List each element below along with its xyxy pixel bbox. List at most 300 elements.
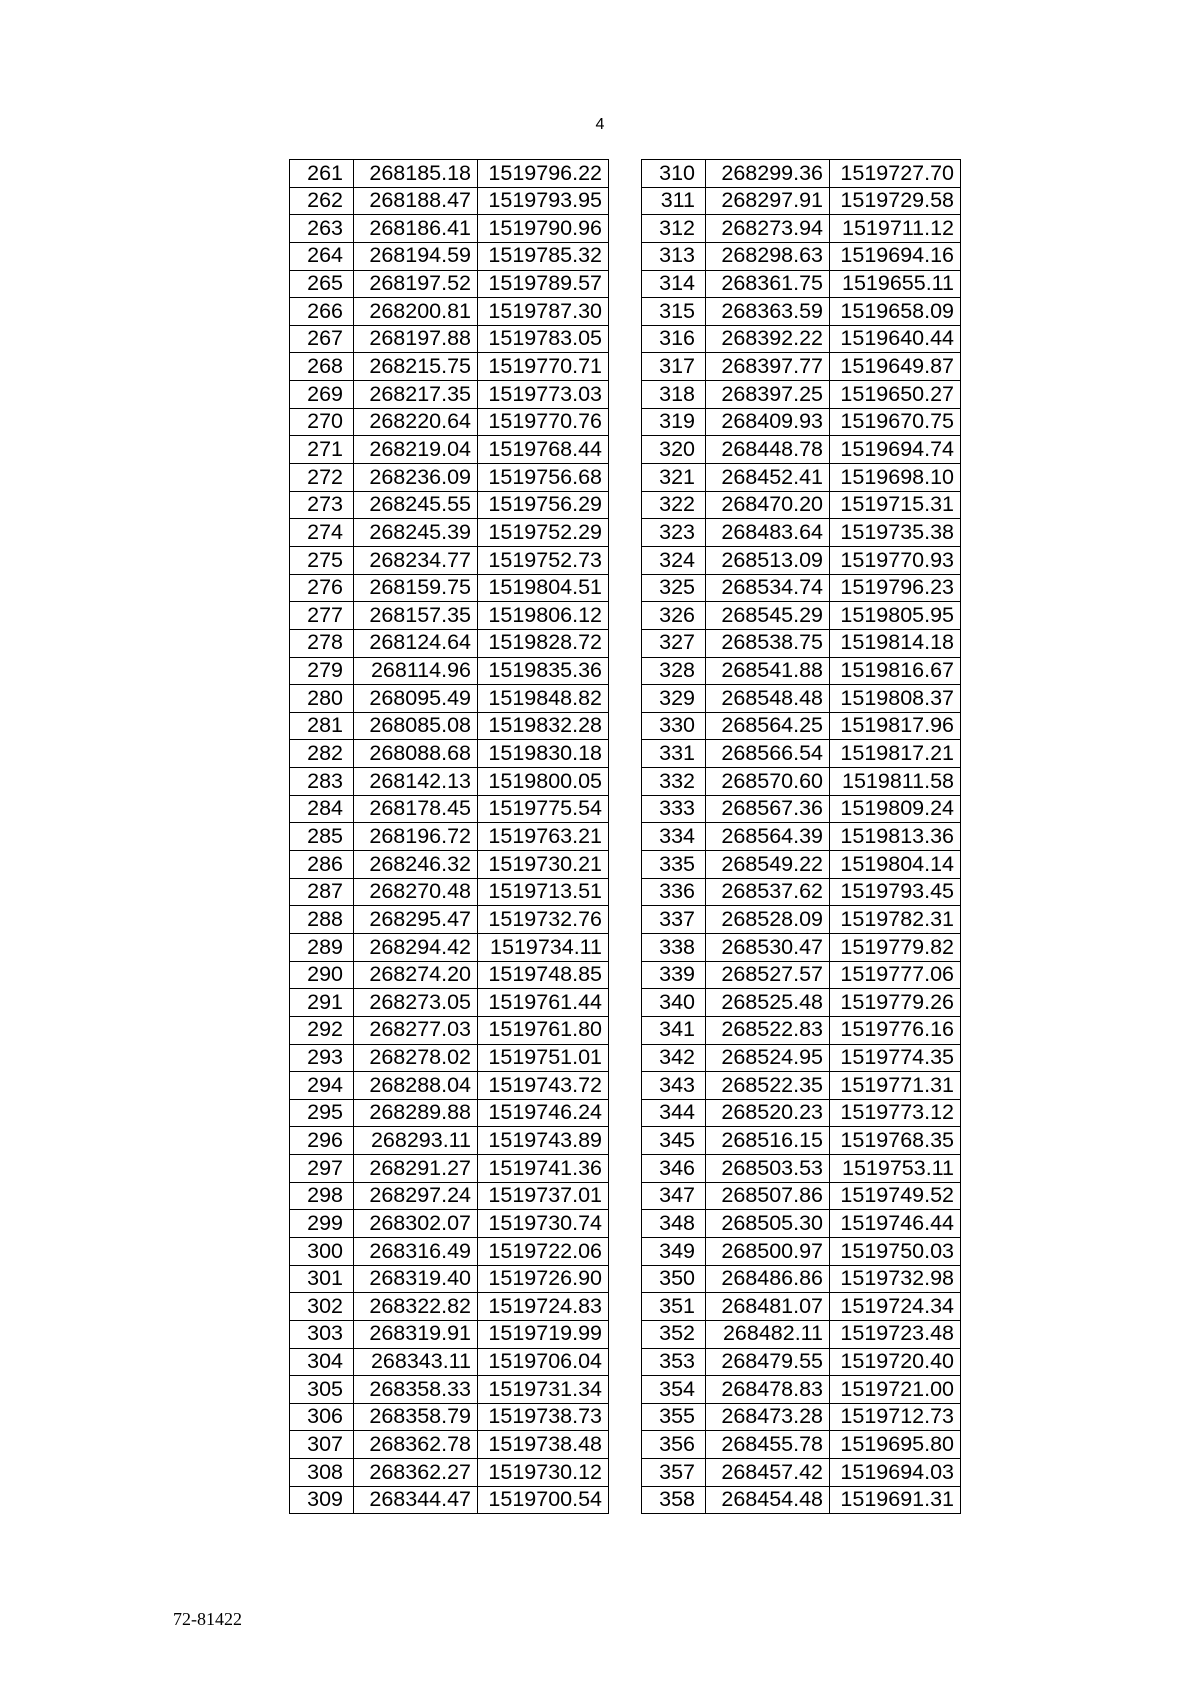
point-number-cell: 305: [290, 1376, 354, 1404]
point-number-cell: 274: [290, 519, 354, 547]
x-coordinate-cell: 268525.48: [706, 989, 830, 1017]
point-number-cell: 280: [290, 685, 354, 713]
y-coordinate-cell: 1519773.12: [830, 1099, 961, 1127]
table-row: [290, 408, 609, 436]
point-number-cell: 271: [290, 436, 354, 464]
y-coordinate-cell: 1519691.31: [830, 1486, 961, 1514]
table-row: [290, 546, 609, 574]
y-coordinate-cell: 1519731.34: [478, 1376, 609, 1404]
point-number-cell: 330: [642, 712, 706, 740]
y-coordinate-cell: 1519787.30: [478, 298, 609, 326]
table-row: [290, 795, 609, 823]
x-coordinate-cell: 268549.22: [706, 851, 830, 879]
table-row: [642, 685, 961, 713]
x-coordinate-cell: 268219.04: [354, 436, 478, 464]
point-number-cell: 276: [290, 574, 354, 602]
coordinate-table-body: [642, 160, 961, 1514]
table-row: [642, 657, 961, 685]
table-row: [642, 353, 961, 381]
point-number-cell: 314: [642, 270, 706, 298]
y-coordinate-cell: 1519738.73: [478, 1403, 609, 1431]
x-coordinate-cell: 268537.62: [706, 878, 830, 906]
table-row: [290, 1044, 609, 1072]
x-coordinate-cell: 268362.27: [354, 1459, 478, 1487]
x-coordinate-cell: 268455.78: [706, 1431, 830, 1459]
x-coordinate-cell: 268289.88: [354, 1099, 478, 1127]
y-coordinate-cell: 1519737.01: [478, 1182, 609, 1210]
point-number-cell: 347: [642, 1182, 706, 1210]
x-coordinate-cell: 268197.52: [354, 270, 478, 298]
x-coordinate-cell: 268142.13: [354, 768, 478, 796]
y-coordinate-cell: 1519713.51: [478, 878, 609, 906]
y-coordinate-cell: 1519732.98: [830, 1265, 961, 1293]
y-coordinate-cell: 1519694.03: [830, 1459, 961, 1487]
x-coordinate-cell: 268564.39: [706, 823, 830, 851]
x-coordinate-cell: 268500.97: [706, 1237, 830, 1265]
point-number-cell: 351: [642, 1293, 706, 1321]
point-number-cell: 275: [290, 546, 354, 574]
table-row: [290, 712, 609, 740]
y-coordinate-cell: 1519753.11: [830, 1155, 961, 1183]
x-coordinate-cell: 268361.75: [706, 270, 830, 298]
point-number-cell: 282: [290, 740, 354, 768]
y-coordinate-cell: 1519694.16: [830, 242, 961, 270]
point-number-cell: 285: [290, 823, 354, 851]
point-number-cell: 284: [290, 795, 354, 823]
point-number-cell: 322: [642, 491, 706, 519]
y-coordinate-cell: 1519726.90: [478, 1265, 609, 1293]
y-coordinate-cell: 1519749.52: [830, 1182, 961, 1210]
point-number-cell: 287: [290, 878, 354, 906]
y-coordinate-cell: 1519700.54: [478, 1486, 609, 1514]
point-number-cell: 303: [290, 1320, 354, 1348]
point-number-cell: 269: [290, 381, 354, 409]
x-coordinate-cell: 268095.49: [354, 685, 478, 713]
point-number-cell: 352: [642, 1320, 706, 1348]
table-row: [290, 851, 609, 879]
y-coordinate-cell: 1519789.57: [478, 270, 609, 298]
x-coordinate-cell: 268545.29: [706, 602, 830, 630]
x-coordinate-cell: 268294.42: [354, 933, 478, 961]
x-coordinate-cell: 268085.08: [354, 712, 478, 740]
x-coordinate-cell: 268530.47: [706, 933, 830, 961]
table-row: [642, 878, 961, 906]
point-number-cell: 318: [642, 381, 706, 409]
y-coordinate-cell: 1519809.24: [830, 795, 961, 823]
y-coordinate-cell: 1519761.80: [478, 1016, 609, 1044]
point-number-cell: 339: [642, 961, 706, 989]
y-coordinate-cell: 1519746.24: [478, 1099, 609, 1127]
point-number-cell: 331: [642, 740, 706, 768]
y-coordinate-cell: 1519835.36: [478, 657, 609, 685]
x-coordinate-cell: 268273.94: [706, 215, 830, 243]
table-row: [642, 491, 961, 519]
y-coordinate-cell: 1519751.01: [478, 1044, 609, 1072]
x-coordinate-cell: 268486.86: [706, 1265, 830, 1293]
table-row: [290, 685, 609, 713]
point-number-cell: 301: [290, 1265, 354, 1293]
table-row: [642, 1403, 961, 1431]
point-number-cell: 357: [642, 1459, 706, 1487]
x-coordinate-cell: 268220.64: [354, 408, 478, 436]
x-coordinate-cell: 268319.91: [354, 1320, 478, 1348]
x-coordinate-cell: 268538.75: [706, 629, 830, 657]
y-coordinate-cell: 1519796.22: [478, 160, 609, 188]
x-coordinate-cell: 268298.63: [706, 242, 830, 270]
x-coordinate-cell: 268215.75: [354, 353, 478, 381]
point-number-cell: 332: [642, 768, 706, 796]
x-coordinate-cell: 268522.83: [706, 1016, 830, 1044]
y-coordinate-cell: 1519752.29: [478, 519, 609, 547]
y-coordinate-cell: 1519793.45: [830, 878, 961, 906]
table-row: [642, 160, 961, 188]
y-coordinate-cell: 1519658.09: [830, 298, 961, 326]
point-number-cell: 313: [642, 242, 706, 270]
y-coordinate-cell: 1519774.35: [830, 1044, 961, 1072]
table-row: [290, 1348, 609, 1376]
table-row: [642, 574, 961, 602]
point-number-cell: 261: [290, 160, 354, 188]
table-row: [290, 160, 609, 188]
table-row: [642, 602, 961, 630]
point-number-cell: 327: [642, 629, 706, 657]
y-coordinate-cell: 1519779.82: [830, 933, 961, 961]
table-row: [290, 906, 609, 934]
table-row: [642, 629, 961, 657]
x-coordinate-cell: 268409.93: [706, 408, 830, 436]
point-number-cell: 272: [290, 464, 354, 492]
y-coordinate-cell: 1519761.44: [478, 989, 609, 1017]
page-number: 4: [595, 116, 605, 133]
x-coordinate-cell: 268473.28: [706, 1403, 830, 1431]
y-coordinate-cell: 1519743.72: [478, 1072, 609, 1100]
x-coordinate-cell: 268217.35: [354, 381, 478, 409]
y-coordinate-cell: 1519806.12: [478, 602, 609, 630]
table-row: [290, 878, 609, 906]
table-row: [290, 381, 609, 409]
table-row: [290, 574, 609, 602]
y-coordinate-cell: 1519695.80: [830, 1431, 961, 1459]
table-row: [290, 491, 609, 519]
table-row: [642, 933, 961, 961]
table-row: [290, 629, 609, 657]
table-row: [642, 740, 961, 768]
y-coordinate-cell: 1519763.21: [478, 823, 609, 851]
y-coordinate-cell: 1519805.95: [830, 602, 961, 630]
y-coordinate-cell: 1519650.27: [830, 381, 961, 409]
table-row: [290, 1127, 609, 1155]
y-coordinate-cell: 1519771.31: [830, 1072, 961, 1100]
table-row: [290, 1459, 609, 1487]
point-number-cell: 295: [290, 1099, 354, 1127]
point-number-cell: 324: [642, 546, 706, 574]
table-row: [642, 823, 961, 851]
table-row: [290, 1486, 609, 1514]
y-coordinate-cell: 1519735.38: [830, 519, 961, 547]
y-coordinate-cell: 1519748.85: [478, 961, 609, 989]
table-row: [290, 740, 609, 768]
y-coordinate-cell: 1519848.82: [478, 685, 609, 713]
point-number-cell: 358: [642, 1486, 706, 1514]
y-coordinate-cell: 1519730.12: [478, 1459, 609, 1487]
point-number-cell: 350: [642, 1265, 706, 1293]
table-row: [642, 906, 961, 934]
x-coordinate-cell: 268185.18: [354, 160, 478, 188]
y-coordinate-cell: 1519770.93: [830, 546, 961, 574]
y-coordinate-cell: 1519694.74: [830, 436, 961, 464]
point-number-cell: 337: [642, 906, 706, 934]
table-row: [290, 298, 609, 326]
table-row: [290, 657, 609, 685]
y-coordinate-cell: 1519808.37: [830, 685, 961, 713]
point-number-cell: 343: [642, 1072, 706, 1100]
x-coordinate-cell: 268397.25: [706, 381, 830, 409]
x-coordinate-cell: 268288.04: [354, 1072, 478, 1100]
x-coordinate-cell: 268534.74: [706, 574, 830, 602]
x-coordinate-cell: 268566.54: [706, 740, 830, 768]
y-coordinate-cell: 1519655.11: [830, 270, 961, 298]
table-row: [642, 1099, 961, 1127]
table-row: [642, 1348, 961, 1376]
point-number-cell: 333: [642, 795, 706, 823]
y-coordinate-cell: 1519782.31: [830, 906, 961, 934]
point-number-cell: 298: [290, 1182, 354, 1210]
table-row: [290, 1072, 609, 1100]
table-row: [642, 519, 961, 547]
point-number-cell: 286: [290, 851, 354, 879]
point-number-cell: 265: [290, 270, 354, 298]
x-coordinate-cell: 268157.35: [354, 602, 478, 630]
x-coordinate-cell: 268246.32: [354, 851, 478, 879]
coordinate-table-right: [641, 159, 961, 1514]
table-row: [642, 851, 961, 879]
table-row: [290, 1320, 609, 1348]
y-coordinate-cell: 1519828.72: [478, 629, 609, 657]
x-coordinate-cell: 268516.15: [706, 1127, 830, 1155]
point-number-cell: 354: [642, 1376, 706, 1404]
table-row: [290, 1210, 609, 1238]
point-number-cell: 335: [642, 851, 706, 879]
y-coordinate-cell: 1519811.58: [830, 768, 961, 796]
x-coordinate-cell: 268470.20: [706, 491, 830, 519]
point-number-cell: 281: [290, 712, 354, 740]
y-coordinate-cell: 1519790.96: [478, 215, 609, 243]
y-coordinate-cell: 1519712.73: [830, 1403, 961, 1431]
point-number-cell: 292: [290, 1016, 354, 1044]
point-number-cell: 336: [642, 878, 706, 906]
table-row: [290, 1293, 609, 1321]
x-coordinate-cell: 268478.83: [706, 1376, 830, 1404]
x-coordinate-cell: 268197.88: [354, 325, 478, 353]
point-number-cell: 353: [642, 1348, 706, 1376]
point-number-cell: 299: [290, 1210, 354, 1238]
x-coordinate-cell: 268277.03: [354, 1016, 478, 1044]
point-number-cell: 310: [642, 160, 706, 188]
point-number-cell: 288: [290, 906, 354, 934]
x-coordinate-cell: 268245.55: [354, 491, 478, 519]
point-number-cell: 338: [642, 933, 706, 961]
x-coordinate-cell: 268448.78: [706, 436, 830, 464]
x-coordinate-cell: 268245.39: [354, 519, 478, 547]
x-coordinate-cell: 268457.42: [706, 1459, 830, 1487]
table-row: [290, 823, 609, 851]
x-coordinate-cell: 268291.27: [354, 1155, 478, 1183]
y-coordinate-cell: 1519727.70: [830, 160, 961, 188]
point-number-cell: 264: [290, 242, 354, 270]
table-row: [642, 961, 961, 989]
table-row: [290, 1182, 609, 1210]
y-coordinate-cell: 1519785.32: [478, 242, 609, 270]
y-coordinate-cell: 1519715.31: [830, 491, 961, 519]
table-row: [290, 187, 609, 215]
table-row: [642, 1293, 961, 1321]
point-number-cell: 273: [290, 491, 354, 519]
x-coordinate-cell: 268274.20: [354, 961, 478, 989]
y-coordinate-cell: 1519773.03: [478, 381, 609, 409]
y-coordinate-cell: 1519724.34: [830, 1293, 961, 1321]
x-coordinate-cell: 268316.49: [354, 1237, 478, 1265]
x-coordinate-cell: 268297.91: [706, 187, 830, 215]
point-number-cell: 341: [642, 1016, 706, 1044]
table-row: [642, 436, 961, 464]
x-coordinate-cell: 268114.96: [354, 657, 478, 685]
y-coordinate-cell: 1519746.44: [830, 1210, 961, 1238]
y-coordinate-cell: 1519722.06: [478, 1237, 609, 1265]
point-number-cell: 349: [642, 1237, 706, 1265]
y-coordinate-cell: 1519817.96: [830, 712, 961, 740]
point-number-cell: 326: [642, 602, 706, 630]
x-coordinate-cell: 268363.59: [706, 298, 830, 326]
point-number-cell: 317: [642, 353, 706, 381]
table-row: [642, 989, 961, 1017]
x-coordinate-cell: 268343.11: [354, 1348, 478, 1376]
x-coordinate-cell: 268528.09: [706, 906, 830, 934]
table-row: [290, 1099, 609, 1127]
point-number-cell: 270: [290, 408, 354, 436]
x-coordinate-cell: 268344.47: [354, 1486, 478, 1514]
y-coordinate-cell: 1519741.36: [478, 1155, 609, 1183]
point-number-cell: 290: [290, 961, 354, 989]
point-number-cell: 268: [290, 353, 354, 381]
table-row: [290, 1431, 609, 1459]
x-coordinate-cell: 268503.53: [706, 1155, 830, 1183]
x-coordinate-cell: 268278.02: [354, 1044, 478, 1072]
y-coordinate-cell: 1519729.58: [830, 187, 961, 215]
point-number-cell: 355: [642, 1403, 706, 1431]
y-coordinate-cell: 1519721.00: [830, 1376, 961, 1404]
y-coordinate-cell: 1519830.18: [478, 740, 609, 768]
table-row: [290, 1403, 609, 1431]
y-coordinate-cell: 1519720.40: [830, 1348, 961, 1376]
point-number-cell: 321: [642, 464, 706, 492]
y-coordinate-cell: 1519775.54: [478, 795, 609, 823]
table-row: [290, 602, 609, 630]
point-number-cell: 294: [290, 1072, 354, 1100]
y-coordinate-cell: 1519813.36: [830, 823, 961, 851]
table-row: [290, 325, 609, 353]
table-row: [642, 1127, 961, 1155]
x-coordinate-cell: 268178.45: [354, 795, 478, 823]
table-row: [642, 1320, 961, 1348]
x-coordinate-cell: 268186.41: [354, 215, 478, 243]
y-coordinate-cell: 1519804.51: [478, 574, 609, 602]
y-coordinate-cell: 1519730.21: [478, 851, 609, 879]
y-coordinate-cell: 1519783.05: [478, 325, 609, 353]
x-coordinate-cell: 268567.36: [706, 795, 830, 823]
point-number-cell: 302: [290, 1293, 354, 1321]
x-coordinate-cell: 268358.79: [354, 1403, 478, 1431]
y-coordinate-cell: 1519670.75: [830, 408, 961, 436]
table-row: [642, 325, 961, 353]
table-row: [290, 1376, 609, 1404]
y-coordinate-cell: 1519800.05: [478, 768, 609, 796]
point-number-cell: 308: [290, 1459, 354, 1487]
x-coordinate-cell: 268322.82: [354, 1293, 478, 1321]
x-coordinate-cell: 268548.48: [706, 685, 830, 713]
table-row: [642, 1265, 961, 1293]
y-coordinate-cell: 1519817.21: [830, 740, 961, 768]
x-coordinate-cell: 268520.23: [706, 1099, 830, 1127]
point-number-cell: 342: [642, 1044, 706, 1072]
x-coordinate-cell: 268124.64: [354, 629, 478, 657]
y-coordinate-cell: 1519756.68: [478, 464, 609, 492]
point-number-cell: 329: [642, 685, 706, 713]
y-coordinate-cell: 1519832.28: [478, 712, 609, 740]
y-coordinate-cell: 1519719.99: [478, 1320, 609, 1348]
x-coordinate-cell: 268397.77: [706, 353, 830, 381]
x-coordinate-cell: 268522.35: [706, 1072, 830, 1100]
y-coordinate-cell: 1519770.76: [478, 408, 609, 436]
point-number-cell: 316: [642, 325, 706, 353]
y-coordinate-cell: 1519732.76: [478, 906, 609, 934]
x-coordinate-cell: 268362.78: [354, 1431, 478, 1459]
y-coordinate-cell: 1519796.23: [830, 574, 961, 602]
point-number-cell: 279: [290, 657, 354, 685]
table-row: [290, 464, 609, 492]
table-row: [290, 270, 609, 298]
point-number-cell: 307: [290, 1431, 354, 1459]
y-coordinate-cell: 1519777.06: [830, 961, 961, 989]
x-coordinate-cell: 268524.95: [706, 1044, 830, 1072]
point-number-cell: 356: [642, 1431, 706, 1459]
point-number-cell: 309: [290, 1486, 354, 1514]
x-coordinate-cell: 268541.88: [706, 657, 830, 685]
table-row: [290, 436, 609, 464]
x-coordinate-cell: 268513.09: [706, 546, 830, 574]
point-number-cell: 325: [642, 574, 706, 602]
point-number-cell: 300: [290, 1237, 354, 1265]
point-number-cell: 312: [642, 215, 706, 243]
point-number-cell: 289: [290, 933, 354, 961]
coordinate-table-body: [290, 160, 609, 1514]
x-coordinate-cell: 268482.11: [706, 1320, 830, 1348]
table-row: [642, 1072, 961, 1100]
table-row: [290, 215, 609, 243]
y-coordinate-cell: 1519756.29: [478, 491, 609, 519]
table-row: [642, 768, 961, 796]
point-number-cell: 348: [642, 1210, 706, 1238]
point-number-cell: 266: [290, 298, 354, 326]
point-number-cell: 311: [642, 187, 706, 215]
x-coordinate-cell: 268088.68: [354, 740, 478, 768]
table-row: [642, 464, 961, 492]
table-row: [290, 242, 609, 270]
point-number-cell: 315: [642, 298, 706, 326]
point-number-cell: 304: [290, 1348, 354, 1376]
table-row: [642, 408, 961, 436]
point-number-cell: 334: [642, 823, 706, 851]
y-coordinate-cell: 1519743.89: [478, 1127, 609, 1155]
